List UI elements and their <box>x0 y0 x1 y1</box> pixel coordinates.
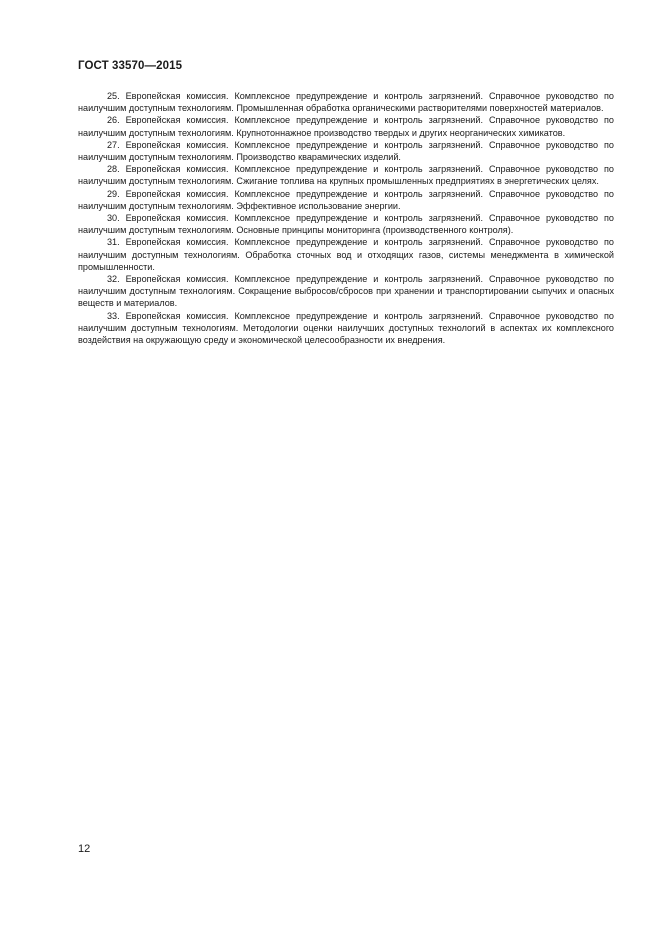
reference-item-26: 26. Европейская комиссия. Комплексное предупреждение и контроль загрязнений. Справочное руководство по наилучшим доступным технологиям. Крупнотоннажное производство твердых и других неорганических химикатов. <box>78 115 614 138</box>
reference-item-28: 28. Европейская комиссия. Комплексное предупреждение и контроль загрязнений. Справочное руководство по наилучшим доступным технологиям. Сжигание топлива на крупных промышленных предприятиях в энергетических целях. <box>78 164 614 187</box>
reference-list <box>78 90 614 346</box>
reference-item-33: 33. Европейская комиссия. Комплексное предупреждение и контроль загрязнений. Справочное руководство по наилучшим доступным технологиям. Методологии оценки наилучших доступных технологий в аспектах их комплексного воздействия на окружающую среду и экономической целесообразности их внедрения. <box>78 310 614 346</box>
reference-item-29: 29. Европейская комиссия. Комплексное предупреждение и контроль загрязнений. Справочное руководство по наилучшим доступным технологиям. Эффективное использование энергии. <box>78 188 614 211</box>
reference-item-27: 27. Европейская комиссия. Комплексное предупреждение и контроль загрязнений. Справочное руководство по наилучшим доступным технологиям. Производство кварамических изделий. <box>78 139 614 163</box>
reference-item-31: 31. Европейская комиссия. Комплексное предупреждение и контроль загрязнений. Справочное руководство по наилучшим доступным технологиям. Обработка сточных вод и отходящих газов, системы менеджмента в химической промышленности. <box>78 237 614 272</box>
reference-item-25: 25. Европейская комиссия. Комплексное предупреждение и контроль загрязнений. Справочное руководство по наилучшим доступным технологиям. Промышленная обработка органическими растворителями поверхностей материалов. <box>78 91 614 114</box>
reference-item-32: 32. Европейская комиссия. Комплексное предупреждение и контроль загрязнений. Справочное руководство по наилучшим доступным технологиям. Сокращение выбросов/сбросов при хранении и транспортировании сыпучих и опасных веществ и материалов. <box>78 274 614 309</box>
reference-item-30: 30. Европейская комиссия. Комплексное предупреждение и контроль загрязнений. Справочное руководство по наилучшим доступным технологиям. Основные принципы мониторинга (производственного контроля). <box>78 213 614 236</box>
page-number: 12 <box>78 843 91 855</box>
standard-code-header: ГОСТ 33570—2015 <box>78 60 183 72</box>
